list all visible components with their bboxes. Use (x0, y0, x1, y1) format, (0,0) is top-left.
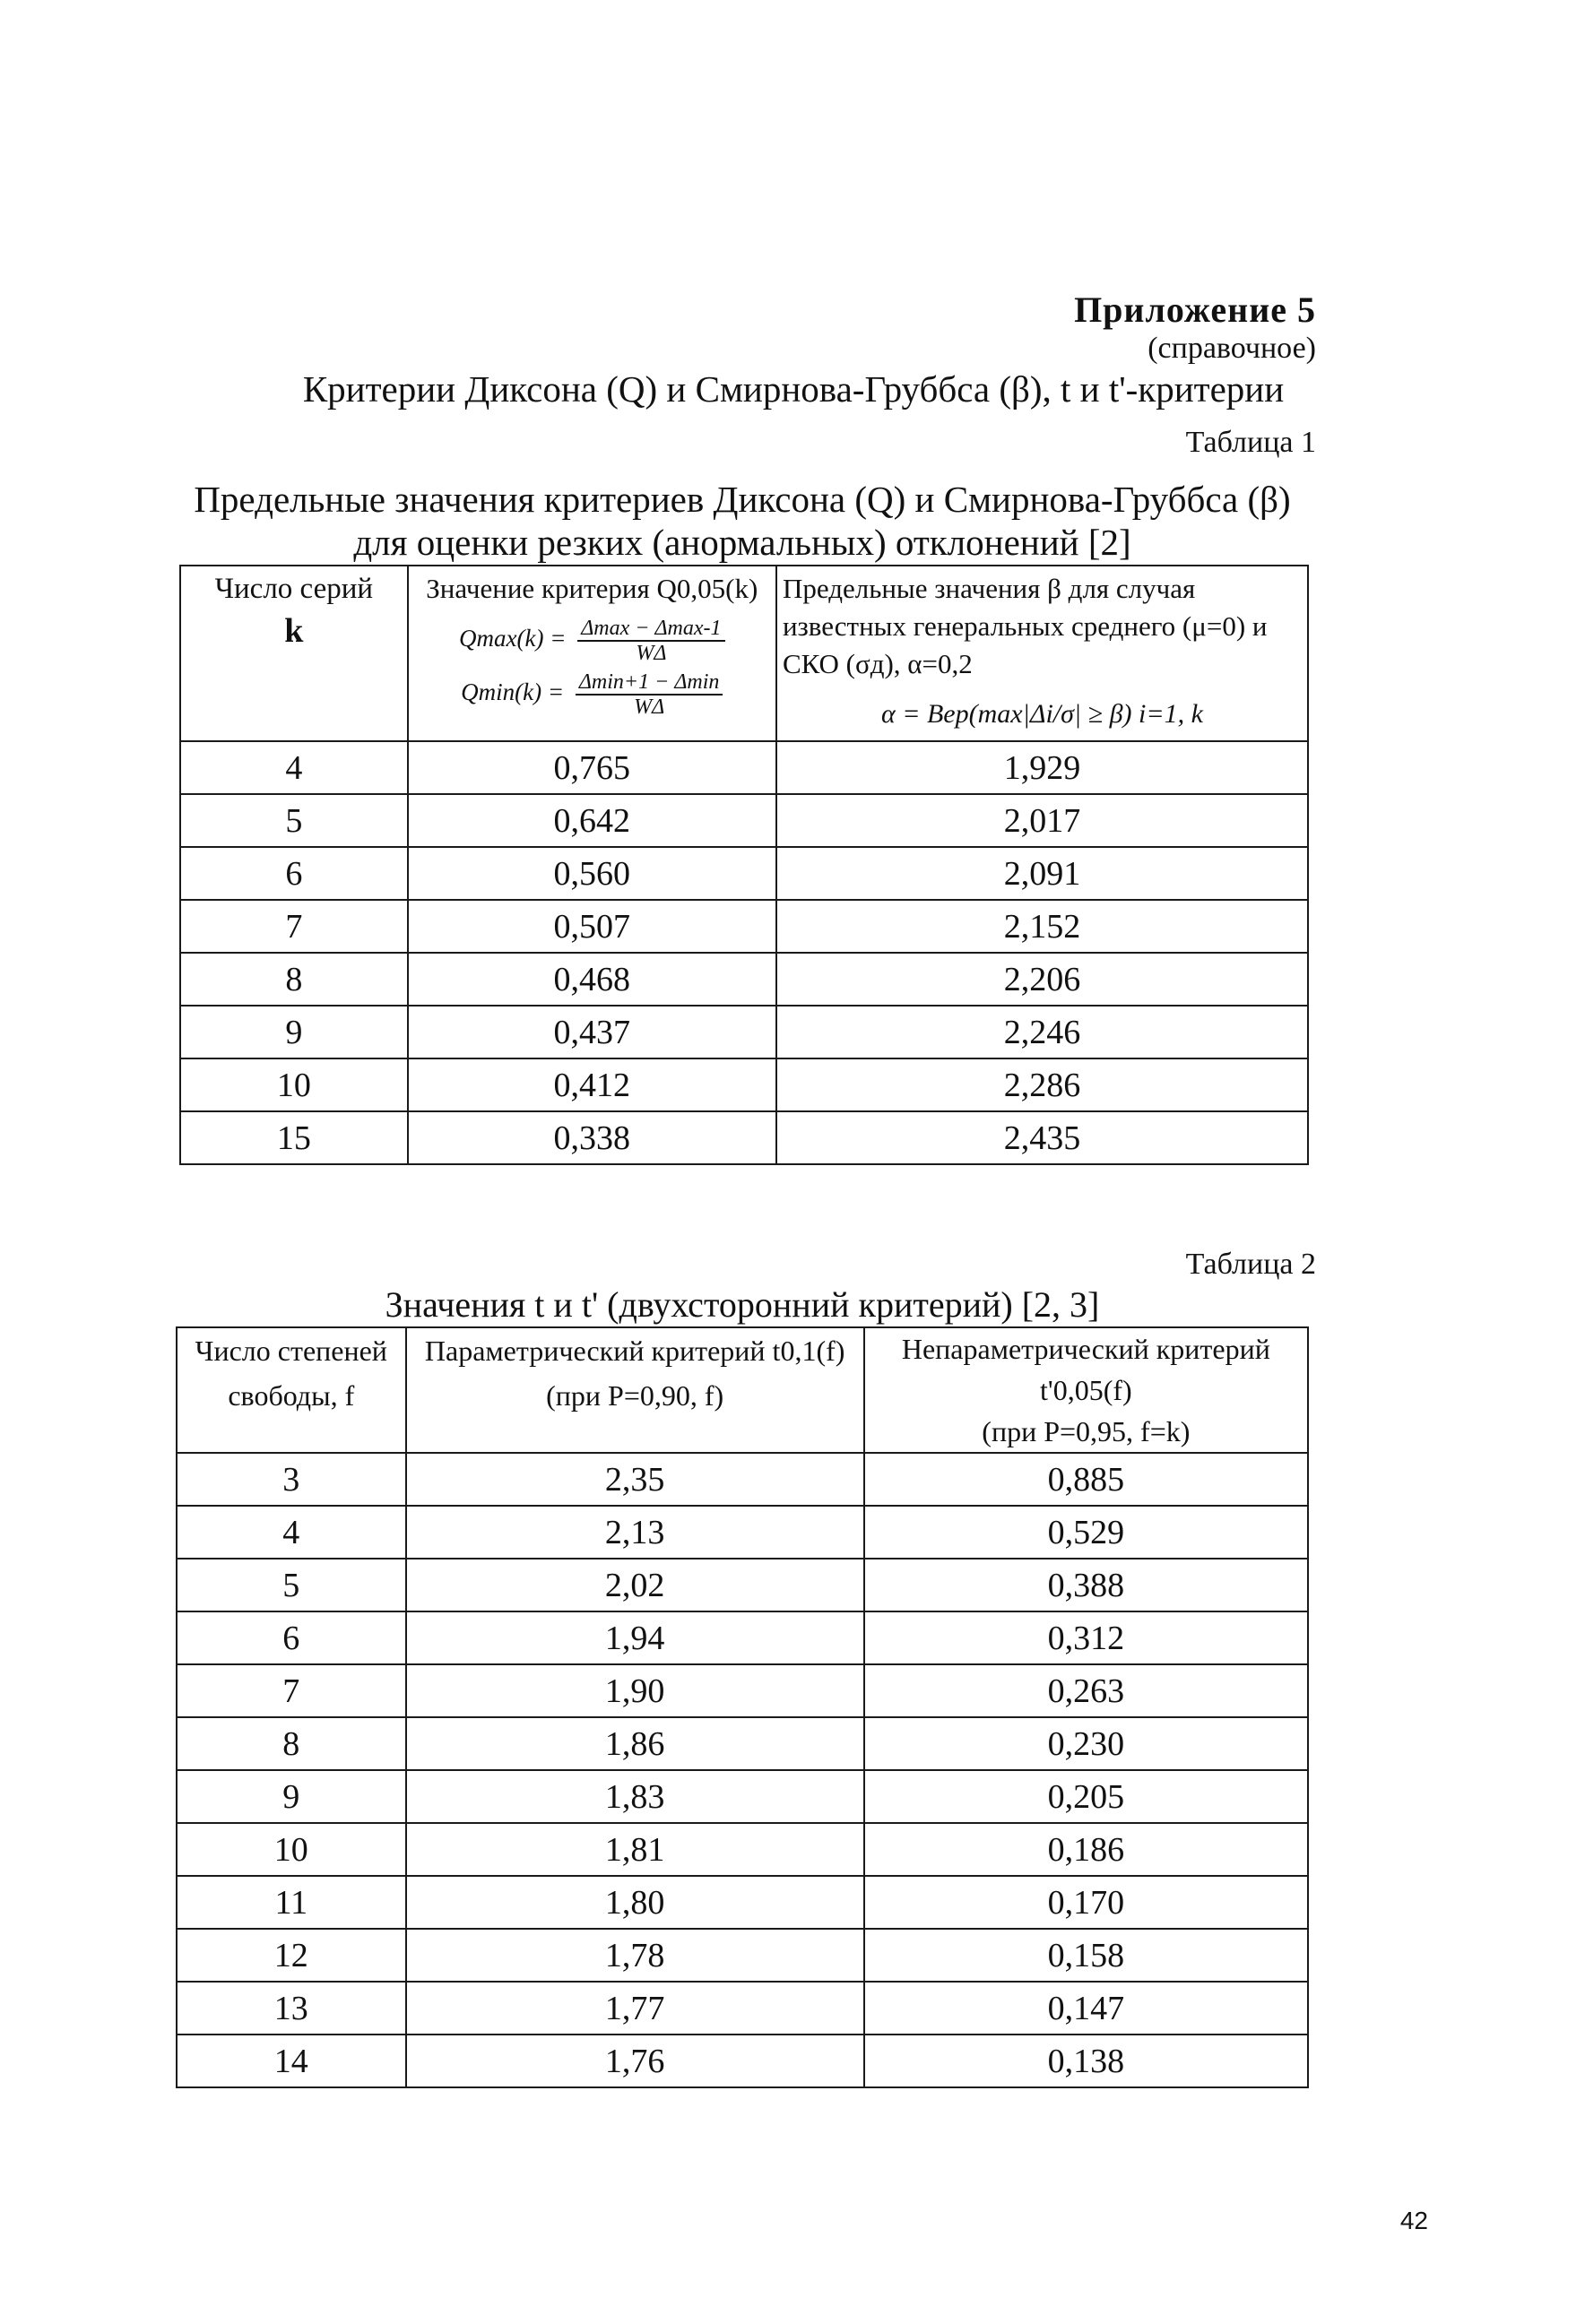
q-min-numerator: Δmin+1 − Δmin (576, 670, 723, 695)
q-criterion-label: Значение критерия Q0,05(k) (426, 573, 758, 604)
appendix-title: Приложение 5 (1074, 289, 1316, 330)
degrees-freedom-line1: Число степеней (195, 1335, 387, 1367)
table2-body (177, 1453, 1308, 2087)
q-max-numerator: Δmax − Δmax-1 (577, 617, 724, 642)
table-cell-beta: 2,152 (776, 900, 1308, 953)
table-row (180, 900, 1308, 953)
document-title: Критерии Диксона (Q) и Смирнова-Груббса (β), t и t'-критерии (302, 368, 1285, 410)
dixon-grubbs-table (179, 565, 1309, 1165)
table-cell-beta: 1,929 (776, 741, 1308, 794)
table-cell-beta: 2,206 (776, 953, 1308, 1006)
t-criterion-table (176, 1326, 1309, 2088)
degrees-freedom-line2: свободы, f (228, 1379, 355, 1412)
table-cell-k: 15 (180, 1111, 408, 1164)
table-row (177, 1929, 1308, 1982)
table-cell-beta: 2,017 (776, 794, 1308, 847)
table1-caption-line1: Предельные значения критериев Диксона (Q) и Смирнова-Груббса (β) (194, 479, 1291, 520)
table-row (180, 741, 1308, 794)
table-cell-f: 8 (177, 1717, 406, 1770)
q-min-left: Qmin(k) = (461, 678, 565, 706)
table-cell-q: 0,765 (408, 741, 776, 794)
table-cell-k: 8 (180, 953, 408, 1006)
table-cell-k: 6 (180, 847, 408, 900)
table-cell-k: 4 (180, 741, 408, 794)
table-cell-tp: 0,312 (864, 1611, 1308, 1664)
table-row (177, 1823, 1308, 1876)
table-cell-t: 1,77 (406, 1982, 864, 2035)
table-cell-beta: 2,246 (776, 1006, 1308, 1058)
table-cell-t: 1,80 (406, 1876, 864, 1929)
table-row (177, 2035, 1308, 2087)
nonparametric-line1: Непараметрический критерий (901, 1333, 1270, 1365)
table-cell-t: 1,83 (406, 1770, 864, 1823)
table-row (177, 1876, 1308, 1929)
table-cell-f: 9 (177, 1770, 406, 1823)
table-row (177, 1770, 1308, 1823)
table-cell-q: 0,437 (408, 1006, 776, 1058)
table-cell-f: 4 (177, 1506, 406, 1559)
q-max-denominator: WΔ (636, 642, 667, 665)
table-cell-f: 13 (177, 1982, 406, 2035)
table-cell-t: 1,81 (406, 1823, 864, 1876)
table2-label: Таблица 2 (1185, 1248, 1316, 1281)
col-header-series-label: Число серий (214, 573, 374, 605)
table-cell-tp: 0,885 (864, 1453, 1308, 1506)
page-number: 42 (1399, 2207, 1428, 2234)
q-min-formula (409, 670, 775, 719)
table-row (180, 1111, 1308, 1164)
table-cell-q: 0,468 (408, 953, 776, 1006)
table-row (180, 847, 1308, 900)
table-cell-t: 2,35 (406, 1453, 864, 1506)
table-cell-f: 6 (177, 1611, 406, 1664)
table-cell-beta: 2,435 (776, 1111, 1308, 1164)
table-cell-t: 1,94 (406, 1611, 864, 1664)
table-row (180, 1006, 1308, 1058)
table-cell-f: 10 (177, 1823, 406, 1876)
beta-limits-label: Предельные значения β для случая известных генеральных среднего (μ=0) и СКО (σд), α=0,2 (782, 573, 1268, 679)
table-cell-tp: 0,138 (864, 2035, 1308, 2087)
table-cell-k: 10 (180, 1058, 408, 1111)
table-cell-beta: 2,091 (776, 847, 1308, 900)
nonparametric-line2: t'0,05(f) (1040, 1374, 1132, 1406)
table-cell-tp: 0,170 (864, 1876, 1308, 1929)
table-row (177, 1506, 1308, 1559)
table-cell-k: 5 (180, 794, 408, 847)
table-cell-tp: 0,230 (864, 1717, 1308, 1770)
table-cell-f: 12 (177, 1929, 406, 1982)
table-row (177, 1717, 1308, 1770)
table-row (177, 1453, 1308, 1506)
table-cell-tp: 0,263 (864, 1664, 1308, 1717)
reference-note: (справочное) (1148, 332, 1316, 365)
table-cell-k: 9 (180, 1006, 408, 1058)
table-cell-tp: 0,388 (864, 1559, 1308, 1611)
table2-caption: Значения t и t' (двухсторонний критерий) [2, 3] (385, 1284, 1100, 1325)
q-max-left: Qmax(k) = (459, 625, 567, 652)
table-cell-f: 7 (177, 1664, 406, 1717)
table-cell-k: 7 (180, 900, 408, 953)
table-cell-tp: 0,205 (864, 1770, 1308, 1823)
col-header-q-criterion (408, 566, 776, 741)
q-max-formula (409, 617, 775, 665)
nonparametric-line3: (при Р=0,95, f=k) (982, 1415, 1191, 1447)
table-cell-q: 0,560 (408, 847, 776, 900)
parametric-line1: Параметрический критерий t0,1(f) (424, 1335, 845, 1367)
parametric-line2: (при Р=0,90, f) (546, 1379, 724, 1412)
table1-body (180, 741, 1308, 1164)
table-cell-q: 0,338 (408, 1111, 776, 1164)
table-cell-t: 1,78 (406, 1929, 864, 1982)
col-header-parametric (406, 1327, 864, 1453)
table-cell-t: 1,86 (406, 1717, 864, 1770)
table-cell-beta: 2,286 (776, 1058, 1308, 1111)
table-cell-q: 0,507 (408, 900, 776, 953)
table-cell-tp: 0,158 (864, 1929, 1308, 1982)
col-header-degrees-freedom (177, 1327, 406, 1453)
table-cell-f: 5 (177, 1559, 406, 1611)
col-header-nonparametric (864, 1327, 1308, 1453)
table-row (177, 1982, 1308, 2035)
table-row (177, 1664, 1308, 1717)
col-header-series-count (180, 566, 408, 741)
table-cell-f: 14 (177, 2035, 406, 2087)
table-row (180, 1058, 1308, 1111)
table-row (180, 953, 1308, 1006)
table-cell-q: 0,412 (408, 1058, 776, 1111)
col-header-beta-limits (776, 566, 1308, 741)
beta-formula: α = Bep(max|Δi/σ| ≥ β) i=1, k (880, 699, 1203, 729)
table-cell-q: 0,642 (408, 794, 776, 847)
q-min-denominator: WΔ (634, 695, 665, 719)
table-cell-tp: 0,147 (864, 1982, 1308, 2035)
table-row (177, 1559, 1308, 1611)
table-cell-t: 1,90 (406, 1664, 864, 1717)
table-cell-f: 3 (177, 1453, 406, 1506)
col-header-k-symbol: k (284, 612, 304, 650)
table-cell-t: 2,02 (406, 1559, 864, 1611)
table1-caption-line2: для оценки резких (анормальных) отклонений [2] (353, 522, 1131, 563)
table-row (180, 794, 1308, 847)
table-cell-f: 11 (177, 1876, 406, 1929)
table-cell-tp: 0,529 (864, 1506, 1308, 1559)
table-cell-t: 2,13 (406, 1506, 864, 1559)
table-row (177, 1611, 1308, 1664)
table1-label: Таблица 1 (1185, 426, 1316, 459)
table-cell-t: 1,76 (406, 2035, 864, 2087)
table-cell-tp: 0,186 (864, 1823, 1308, 1876)
